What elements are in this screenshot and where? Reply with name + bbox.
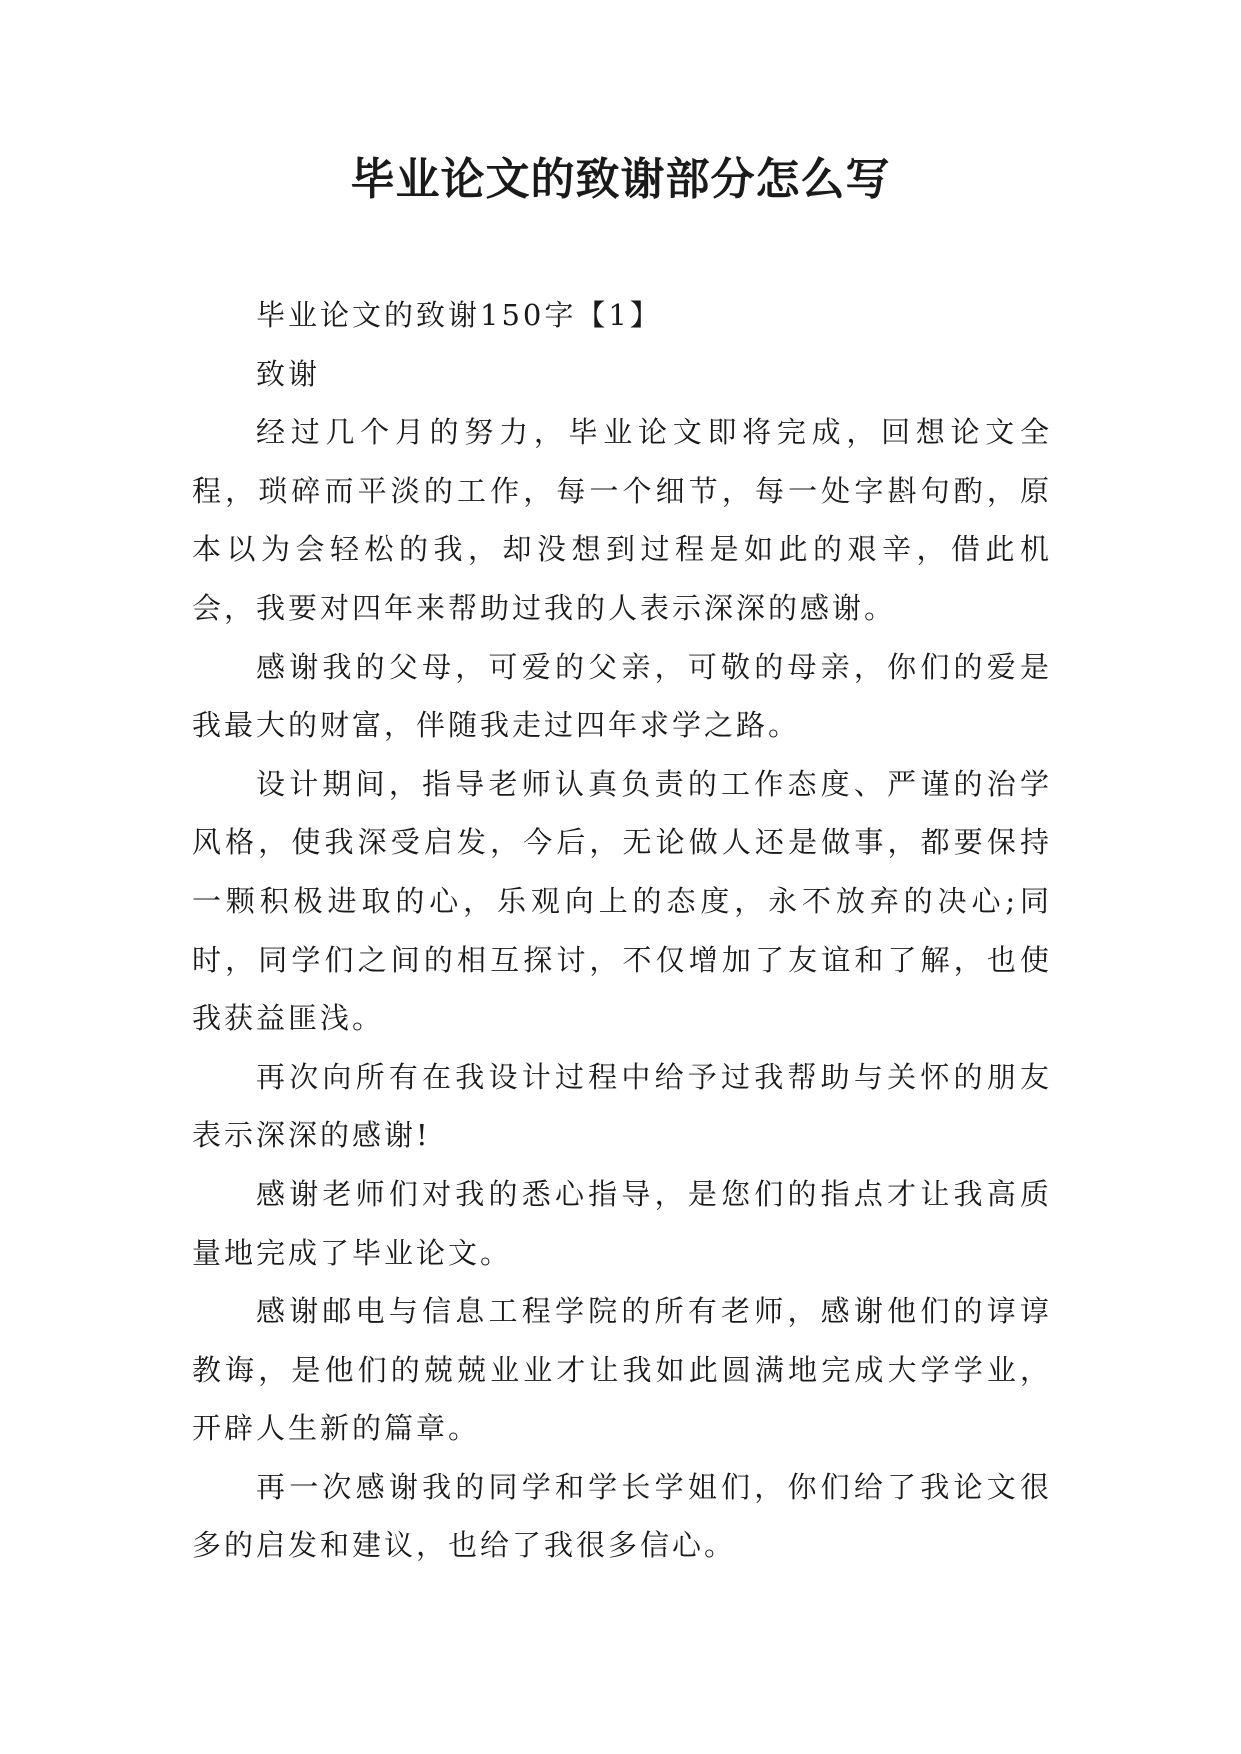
paragraph: 设计期间，指导老师认真负责的工作态度、严谨的治学风格，使我深受启发，今后，无论做人还是做事，都要保持一颗积极进取的心，乐观向上的态度，永不放弃的决心;同时，同学们之间的相互探讨，不仅增加了友谊和了解，也使我获益匪浅。	[192, 766, 1052, 1036]
acknowledgement-heading: 致谢	[256, 356, 321, 391]
paragraph: 经过几个月的努力，毕业论文即将完成，回想论文全程，琐碎而平淡的工作，每一个细节，每一处字斟句酌，原本以为会轻松的我，却没想到过程是如此的艰辛，借此机会，我要对四年来帮助过我的人表示深深的感谢。	[192, 415, 1052, 625]
section-heading: 毕业论文的致谢150字【1】	[256, 298, 662, 332]
document-title: 毕业论文的致谢部分怎么写	[350, 154, 891, 205]
paragraph: 再一次感谢我的同学和学长学姐们，你们给了我论文很多的启发和建议，也给了我很多信心。	[192, 1469, 1052, 1563]
paragraph: 再次向所有在我设计过程中给予过我帮助与关怀的朋友表示深深的感谢!	[192, 1059, 1052, 1153]
document-body	[192, 286, 1052, 1575]
paragraph: 感谢我的父母，可爱的父亲，可敬的母亲，你们的爱是我最大的财富，伴随我走过四年求学之路。	[192, 649, 1052, 743]
paragraph: 感谢邮电与信息工程学院的所有老师，感谢他们的谆谆教诲，是他们的兢兢业业才让我如此圆满地完成大学学业，开辟人生新的篇章。	[192, 1294, 1052, 1446]
paragraph: 感谢老师们对我的悉心指导，是您们的指点才让我高质量地完成了毕业论文。	[192, 1176, 1052, 1270]
